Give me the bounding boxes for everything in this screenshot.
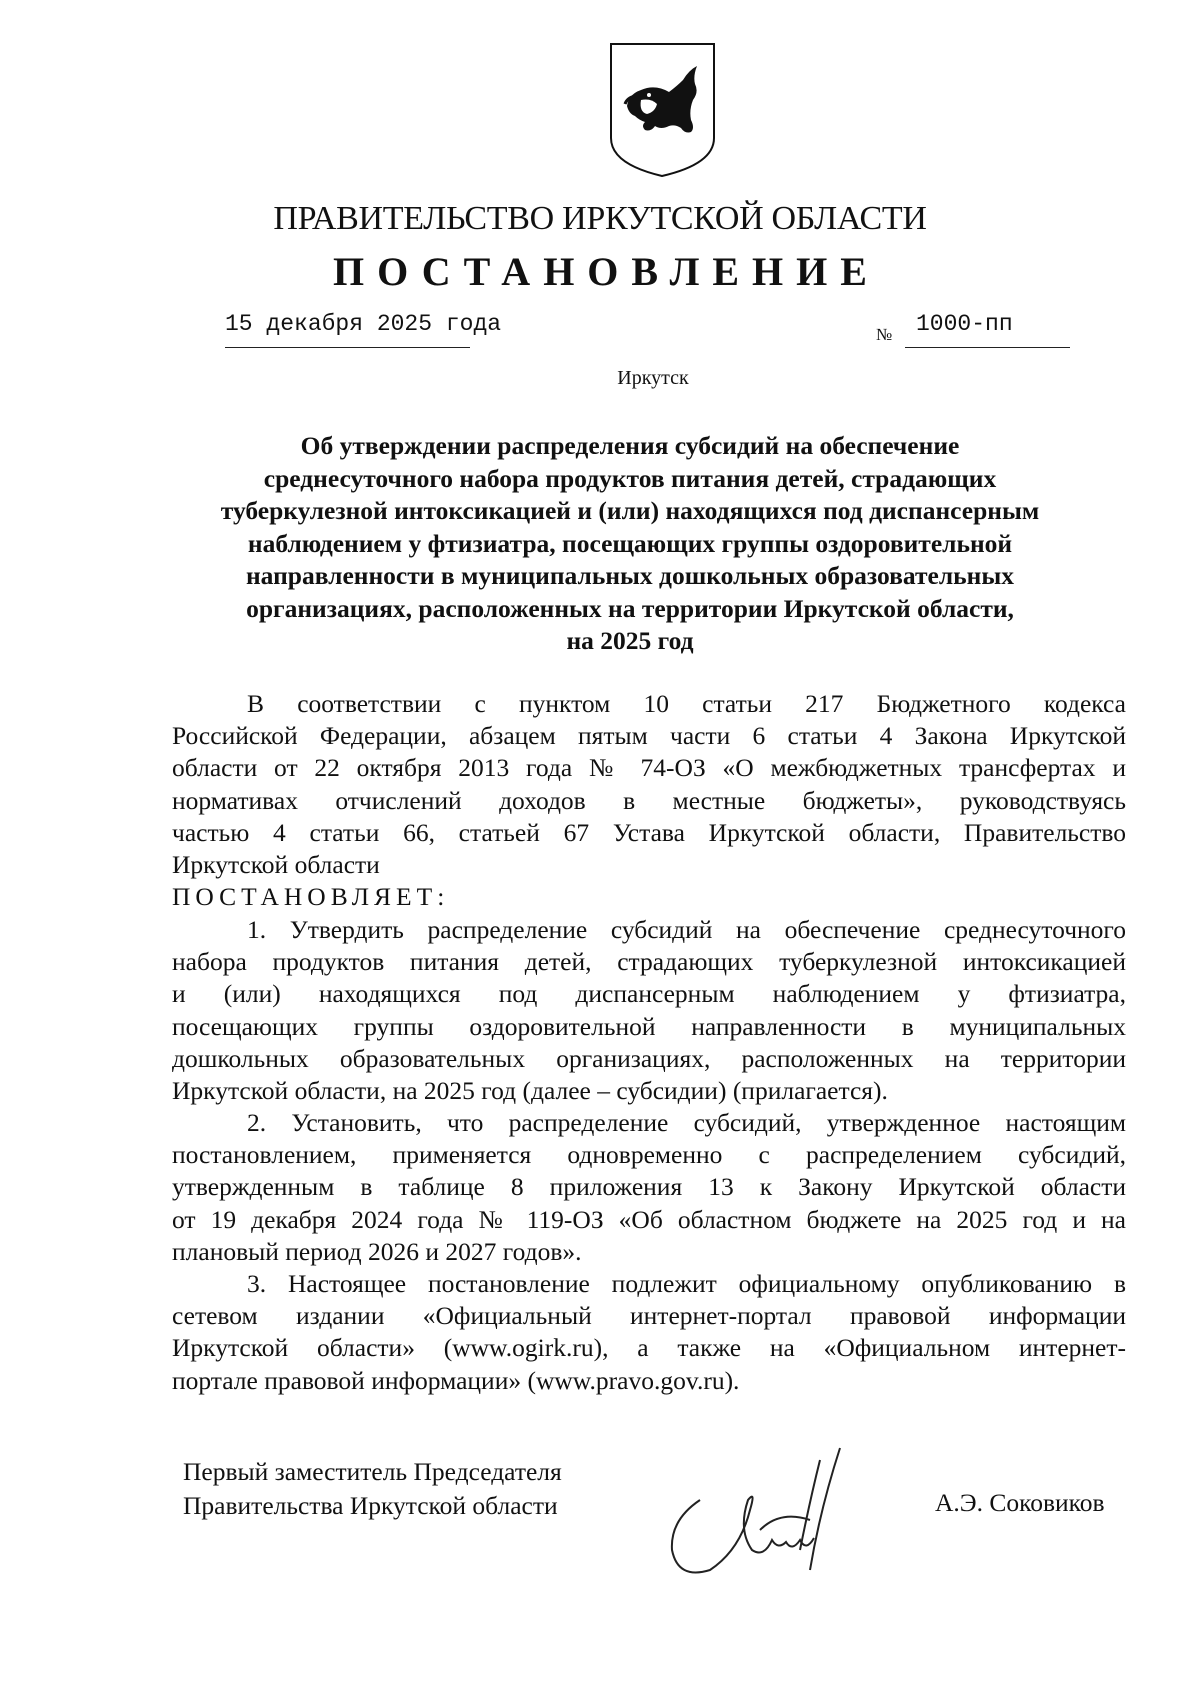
text-line: портале правовой информации» (www.pravo.gov.ru).: [172, 1365, 740, 1395]
item-2: [172, 1107, 1126, 1268]
document-date: 15 декабря 2025 года: [225, 311, 502, 337]
date-underline: [225, 347, 470, 348]
text-line: сетевом издании «Официальный интернет-портал правовой информации: [172, 1301, 1126, 1331]
text-line: плановый период 2026 и 2027 годов».: [172, 1236, 582, 1266]
resolves-word: ПОСТАНОВЛЯЕТ:: [172, 882, 450, 912]
text-line: 2. Установить, что распределение субсидий, утвержденное настоящим: [247, 1108, 1126, 1137]
text-line: Иркутской области: [172, 849, 380, 879]
number-underline: [905, 347, 1070, 348]
number-sign: №: [876, 325, 893, 344]
title-line: наблюдением у фтизиатра, посещающих группы оздоровительной: [247, 528, 1013, 558]
text-line: посещающих группы оздоровительной направленности в муниципальных: [172, 1011, 1126, 1041]
issuing-authority: ПРАВИТЕЛЬСТВО ИРКУТСКОЙ ОБЛАСТИ: [273, 200, 927, 237]
city: Иркутск: [617, 367, 689, 389]
text-line: Российской Федерации, абзацем пятым части 6 статьи 4 Закона Иркутской: [172, 721, 1126, 751]
text-line: набора продуктов питания детей, страдающих туберкулезной интоксикацией: [172, 947, 1126, 977]
text-line: Иркутской области, на 2025 год (далее – субсидии) (прилагается).: [172, 1075, 888, 1105]
title-line: на 2025 год: [566, 626, 694, 655]
signer-position-line: Первый заместитель Председателя: [183, 1457, 562, 1486]
item-1: [172, 914, 1126, 1107]
text-line: дошкольных образовательных организациях, расположенных на территории: [172, 1043, 1126, 1073]
document-number: 1000-пп: [916, 311, 1013, 337]
text-line: частью 4 статьи 66, статьей 67 Устава Иркутской области, Правительство: [172, 817, 1126, 847]
title-line: Об утверждении распределения субсидий на обеспечение: [300, 431, 960, 460]
title-line: туберкулезной интоксикацией и (или) находящихся под диспансерным: [220, 496, 1040, 525]
signer-name: А.Э. Соковиков: [935, 1488, 1105, 1517]
text-line: и (или) находящихся под диспансерным наблюдением у фтизиатра,: [172, 979, 1126, 1009]
signer-position-line: Правительства Иркутской области: [183, 1491, 558, 1520]
text-line: области от 22 октября 2013 года № 74-ОЗ «О межбюджетных трансфертах и: [172, 753, 1126, 783]
coat-of-arms-icon: [605, 40, 720, 180]
handwritten-signature: [660, 1440, 870, 1600]
item-3: [172, 1268, 1126, 1397]
title-line: среднесуточного набора продуктов питания детей, страдающих: [263, 463, 997, 493]
preamble: [172, 688, 1126, 913]
text-line: 3. Настоящее постановление подлежит официальному опубликованию в: [247, 1269, 1126, 1298]
title-line: организациях, расположенных на территории Иркутской области,: [246, 593, 1014, 623]
document-type: ПОСТАНОВЛЕНИЕ: [333, 249, 880, 294]
text-line: В соответствии с пунктом 10 статьи 217 Бюджетного кодекса: [247, 689, 1126, 718]
title-line: направленности в муниципальных дошкольных образовательных: [245, 561, 1014, 590]
text-line: утвержденным в таблице 8 приложения 13 к Закону Иркутской области: [172, 1172, 1126, 1202]
document-title: [175, 430, 1085, 658]
signer-position: [183, 1455, 562, 1523]
text-line: 1. Утвердить распределение субсидий на обеспечение среднесуточного: [247, 915, 1126, 944]
text-line: от 19 декабря 2024 года № 119-ОЗ «Об областном бюджете на 2025 год и на: [172, 1204, 1126, 1234]
text-line: постановлением, применяется одновременно с распределением субсидий,: [172, 1140, 1126, 1170]
text-line: нормативах отчислений доходов в местные бюджеты», руководствуясь: [172, 785, 1126, 815]
text-line: Иркутской области» (www.ogirk.ru), а также на «Официальном интернет-: [172, 1333, 1126, 1363]
